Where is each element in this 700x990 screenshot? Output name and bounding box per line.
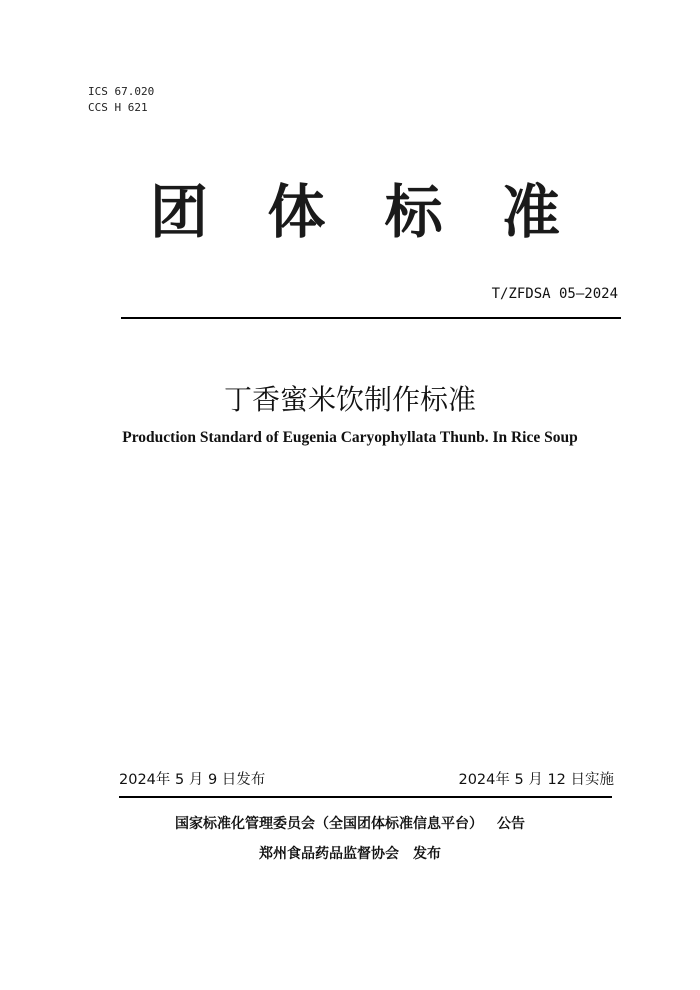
publishing-org: 郑州食品药品监督协会 bbox=[259, 846, 399, 862]
classification-codes bbox=[88, 84, 154, 116]
heading-char-4: 准 bbox=[501, 178, 560, 246]
implementation-date: 2024年 5 月 12 日实施 bbox=[458, 772, 614, 788]
release-label: 发布 bbox=[413, 846, 441, 862]
standard-number: T/ZFDSA 05—2024 bbox=[491, 286, 618, 302]
ics-code: ICS 67.020 bbox=[88, 85, 155, 98]
heading-char-1: 团 bbox=[150, 178, 209, 246]
ccs-code: CCS H 621 bbox=[88, 101, 148, 114]
heading-char-2: 体 bbox=[267, 178, 326, 246]
announcement-label: 公告 bbox=[497, 816, 525, 832]
bottom-divider bbox=[119, 796, 612, 798]
issue-date: 2024年 5 月 9 日发布 bbox=[119, 772, 266, 788]
top-divider bbox=[121, 317, 621, 319]
english-title: Production Standard of Eugenia Caryophyllata Thunb. In Rice Soup bbox=[122, 429, 578, 446]
heading-char-3: 标 bbox=[384, 178, 443, 246]
announcing-org: 国家标准化管理委员会（全国团体标准信息平台） bbox=[175, 816, 483, 832]
publisher-release bbox=[0, 844, 700, 864]
chinese-title: 丁香蜜米饮制作标准 bbox=[223, 383, 476, 416]
group-standard-heading bbox=[150, 172, 560, 252]
publisher-announcement bbox=[0, 814, 700, 834]
